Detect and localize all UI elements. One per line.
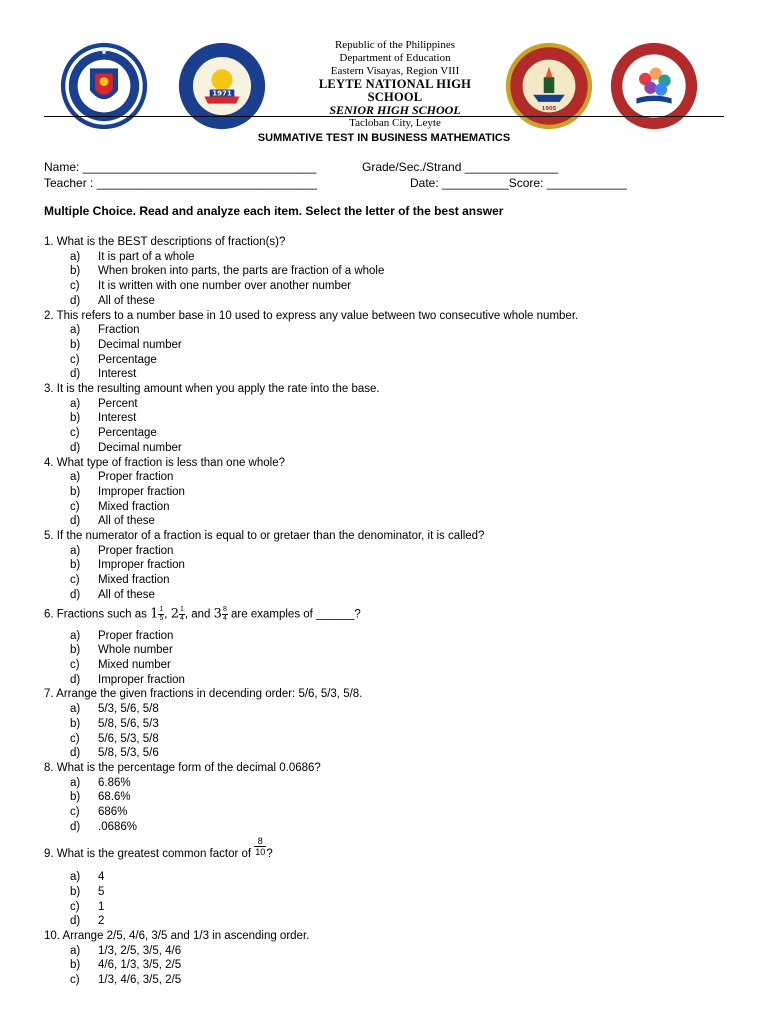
grade-section-field[interactable]: Grade/Sec./Strand ______________ [362, 160, 559, 174]
option-letter: c) [70, 353, 80, 366]
answer-option[interactable] [44, 973, 728, 988]
answer-option[interactable] [44, 338, 728, 353]
question-block [44, 382, 728, 456]
option-text: Decimal number [98, 441, 182, 454]
question-block [44, 929, 728, 988]
option-text: .0686% [98, 820, 138, 833]
q9-suffix: ? [266, 848, 273, 861]
option-text: 5/8, 5/6, 5/3 [98, 717, 159, 730]
answer-option[interactable] [44, 397, 728, 412]
option-text: All of these [98, 515, 155, 528]
q9-prefix: 9. What is the greatest common factor of [44, 848, 255, 861]
question-block [44, 836, 728, 929]
fraction-denominator: 4 [222, 614, 227, 622]
answer-option[interactable] [44, 279, 728, 294]
option-text: It is part of a whole [98, 250, 195, 263]
answer-option[interactable] [44, 558, 728, 573]
q6-prefix: 6. Fractions such as [44, 608, 151, 621]
option-text: 5 [98, 885, 105, 898]
mixed-whole-number: 1 [150, 606, 159, 622]
answer-option[interactable] [44, 426, 728, 441]
answer-option[interactable] [44, 485, 728, 500]
option-text: Fraction [98, 324, 140, 337]
mixed-whole-number: 3 [213, 606, 222, 622]
question-text: 5. If the numerator of a fraction is equal to or gretaer than the denominator, it is called? [44, 530, 485, 543]
date-score-field[interactable]: Date: __________Score: ____________ [410, 176, 627, 190]
option-letter: b) [70, 412, 81, 425]
option-text: Improper fraction [98, 559, 185, 572]
option-letter: b) [70, 338, 81, 351]
option-text: 1/3, 2/5, 3/5, 4/6 [98, 944, 182, 957]
fraction-denominator: 10 [255, 847, 266, 858]
logo-year-text: 1905 [541, 105, 557, 112]
teacher-field[interactable]: Teacher : _________________________________ [44, 176, 317, 190]
question-text: 1. What is the BEST descriptions of fraction(s)? [44, 236, 286, 248]
fraction-denominator: 5 [159, 614, 164, 622]
answer-option[interactable] [44, 573, 728, 588]
question-text: 2. This refers to a number base in 10 used to express any value between two consecutive whole number. [44, 309, 579, 322]
mixed-whole-number: 2 [170, 606, 179, 622]
answer-option[interactable] [44, 500, 728, 515]
header-school-name: LEYTE NATIONAL HIGH SCHOOL [318, 77, 472, 104]
q9-fraction [254, 836, 266, 857]
option-letter: b) [70, 644, 81, 657]
option-text: Mixed fraction [98, 500, 170, 513]
fraction-numerator: 1 [179, 605, 184, 613]
fraction-denominator: 4 [179, 614, 184, 622]
option-text: When broken into parts, the parts are fraction of a whole [98, 265, 385, 278]
header-line-department: Department of Education [339, 52, 451, 64]
option-text: All of these [98, 588, 155, 601]
answer-option[interactable] [44, 673, 728, 688]
option-text: All of these [98, 294, 155, 307]
option-letter: c) [70, 500, 80, 513]
option-text: 5/6, 5/3, 5/8 [98, 732, 159, 745]
option-letter: b) [70, 717, 81, 730]
option-text: Whole number [98, 644, 173, 657]
option-letter: d) [70, 747, 81, 760]
answer-option[interactable] [44, 544, 728, 559]
answer-option[interactable] [44, 776, 728, 791]
answer-option[interactable] [44, 353, 728, 368]
answer-option[interactable] [44, 250, 728, 265]
option-letter: b) [70, 791, 81, 804]
option-letter: c) [70, 900, 80, 913]
header-shs: SENIOR HIGH SCHOOL [329, 103, 461, 117]
fraction-numerator: 1 [159, 605, 164, 613]
option-text: Percent [98, 397, 138, 410]
answer-option[interactable] [44, 914, 728, 929]
option-letter: b) [70, 959, 81, 972]
option-text: Interest [98, 412, 137, 425]
question-text [44, 836, 728, 862]
instructions: Multiple Choice. Read and analyze each item. Select the letter of the best answer [44, 204, 504, 218]
option-letter: d) [70, 294, 81, 307]
option-letter: b) [70, 265, 81, 278]
option-letter: d) [70, 515, 81, 528]
answer-option[interactable] [44, 870, 728, 885]
option-text: 68.6% [98, 791, 131, 804]
option-text: Interest [98, 368, 137, 381]
option-letter: d) [70, 441, 81, 454]
answer-option[interactable] [44, 323, 728, 338]
option-letter: a) [70, 944, 81, 957]
option-letter: a) [70, 324, 81, 337]
question-text: 4. What type of fraction is less than one whole? [44, 456, 285, 469]
option-letter: a) [70, 250, 81, 263]
option-letter: b) [70, 485, 81, 498]
answer-option[interactable] [44, 732, 728, 747]
header-line-region: Eastern Visayas, Region VIII [330, 65, 460, 77]
option-letter: d) [70, 820, 81, 833]
option-text: Improper fraction [98, 485, 185, 498]
question-block [44, 687, 728, 761]
option-text: Decimal number [98, 338, 182, 351]
document-header [0, 30, 768, 129]
option-text: Proper fraction [98, 544, 174, 557]
option-text: Mixed number [98, 658, 171, 671]
question-block [44, 235, 728, 309]
answer-option[interactable] [44, 629, 728, 644]
question-text: 3. It is the resulting amount when you apply the rate into the base. [44, 383, 380, 396]
option-letter: a) [70, 397, 81, 410]
option-letter: d) [70, 368, 81, 381]
option-text: 4 [98, 871, 105, 884]
answer-option[interactable] [44, 658, 728, 673]
fraction-numerator: 8 [222, 605, 227, 613]
option-text: Proper fraction [98, 471, 174, 484]
header-city: Tacloban City, Leyte [349, 117, 441, 129]
answer-option[interactable] [44, 588, 728, 603]
fraction-separator: , [164, 608, 171, 621]
option-letter: a) [70, 544, 81, 557]
option-text: Percentage [98, 353, 157, 366]
question-block [44, 606, 728, 688]
header-line-republic: Republic of the Philippines [334, 39, 456, 51]
option-letter: c) [70, 806, 80, 819]
option-letter: c) [70, 732, 80, 745]
option-text: 1/3, 4/6, 3/5, 2/5 [98, 974, 182, 987]
answer-option[interactable] [44, 900, 728, 915]
option-text: 4/6, 1/3, 3/5, 2/5 [98, 959, 182, 972]
fraction-separator: , and [184, 608, 214, 621]
question-list [44, 235, 728, 988]
option-text: Mixed fraction [98, 574, 170, 587]
question-block [44, 456, 728, 530]
answer-option[interactable] [44, 367, 728, 382]
answer-option[interactable] [44, 294, 728, 309]
question-text: 7. Arrange the given fractions in decending order: 5/6, 5/3, 5/8. [44, 688, 363, 701]
option-letter: a) [70, 871, 81, 884]
option-letter: c) [70, 427, 80, 440]
answer-option[interactable] [44, 264, 728, 279]
answer-option[interactable] [44, 470, 728, 485]
option-letter: a) [70, 629, 81, 642]
question-block [44, 529, 728, 603]
test-title: SUMMATIVE TEST IN BUSINESS MATHEMATICS [257, 132, 511, 144]
answer-option[interactable] [44, 944, 728, 959]
answer-option[interactable] [44, 643, 728, 658]
answer-option[interactable] [44, 514, 728, 529]
answer-option[interactable] [44, 958, 728, 973]
option-letter: a) [70, 471, 81, 484]
question-text [44, 606, 728, 623]
option-text: 1 [98, 900, 105, 913]
option-letter: c) [70, 280, 80, 293]
option-text: 686% [98, 806, 128, 819]
option-letter: d) [70, 915, 81, 928]
question-text: 8. What is the percentage form of the decimal 0.0686? [44, 761, 321, 774]
logo-year-text: 1971 [212, 88, 232, 98]
option-text: 5/8, 5/3, 5/6 [98, 747, 159, 760]
answer-option[interactable] [44, 717, 728, 732]
option-text: 2 [98, 915, 105, 928]
option-letter: b) [70, 885, 81, 898]
answer-option[interactable] [44, 885, 728, 900]
option-letter: c) [70, 574, 80, 587]
option-letter: c) [70, 974, 80, 987]
answer-option[interactable] [44, 746, 728, 761]
header-divider [44, 116, 724, 117]
option-text: Proper fraction [98, 629, 174, 642]
answer-option[interactable] [44, 441, 728, 456]
name-field[interactable]: Name: ___________________________________ [44, 160, 317, 174]
option-letter: a) [70, 703, 81, 716]
question-text: 10. Arrange 2/5, 4/6, 3/5 and 1/3 in ascending order. [44, 929, 310, 942]
answer-option[interactable] [44, 790, 728, 805]
question-block [44, 309, 728, 383]
option-text: Improper fraction [98, 673, 185, 686]
fraction-numerator: 8 [254, 836, 266, 847]
option-letter: b) [70, 559, 81, 572]
option-text: Percentage [98, 427, 157, 440]
answer-option[interactable] [44, 702, 728, 717]
q6-suffix: are examples of ______? [227, 608, 361, 621]
svg-text:★: ★ [100, 47, 108, 57]
option-letter: a) [70, 776, 81, 789]
question-block [44, 761, 728, 835]
option-text: It is written with one number over another number [98, 280, 352, 293]
answer-option[interactable] [44, 805, 728, 820]
option-text: 6.86% [98, 776, 131, 789]
option-letter: d) [70, 588, 81, 601]
option-letter: d) [70, 673, 81, 686]
option-letter: c) [70, 658, 80, 671]
answer-option[interactable] [44, 411, 728, 426]
option-text: 5/3, 5/6, 5/8 [98, 703, 159, 716]
answer-option[interactable] [44, 820, 728, 835]
